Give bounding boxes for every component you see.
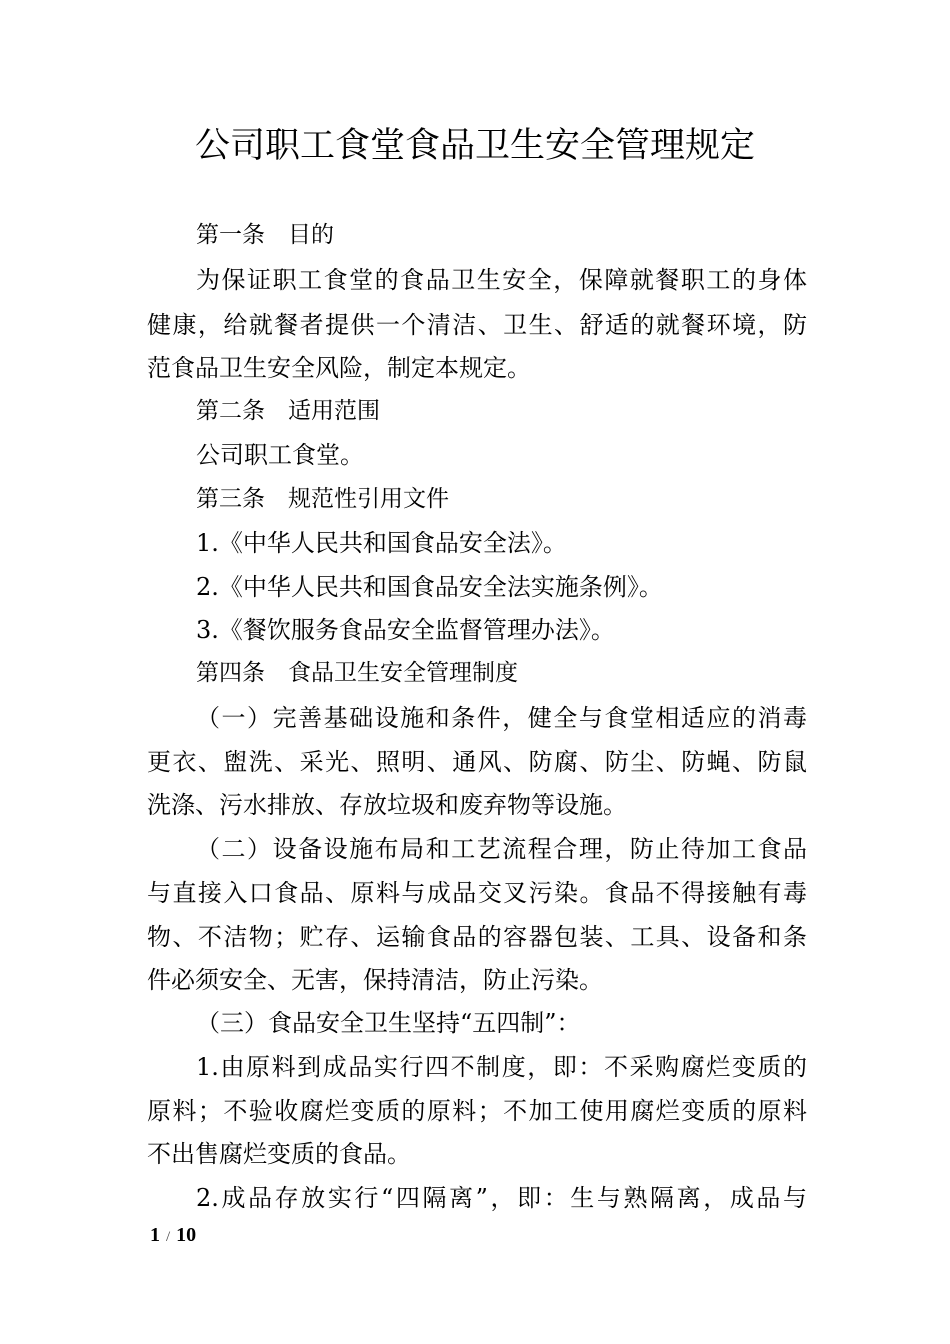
reference-item-1: 1.《中华人民共和国食品安全法》。: [196, 529, 567, 557]
para-3-line-1: （三）食品安全卫生坚持“五四制”：: [196, 1009, 581, 1037]
para-1-line-2: 更衣、盥洗、采光、照明、通风、防腐、防尘、防蝇、防鼠: [147, 748, 807, 776]
article-1-heading: 第一条 目的: [196, 222, 334, 248]
item-1-line-2: 原料；不验收腐烂变质的原料；不加工使用腐烂变质的原料: [147, 1097, 807, 1125]
article-4-heading: 第四条 食品卫生安全管理制度: [196, 660, 518, 686]
para-2-line-2: 与直接入口食品、原料与成品交叉污染。食品不得接触有毒: [147, 879, 807, 907]
reference-item-2: 2.《中华人民共和国食品安全法实施条例》。: [196, 573, 663, 601]
article-2-line-1: 公司职工食堂。: [196, 441, 364, 469]
reference-item-3: 3.《餐饮服务食品安全监督管理办法》。: [196, 616, 615, 644]
page-separator: /: [166, 1229, 171, 1245]
para-2-line-1: （二）设备设施布局和工艺流程合理，防止待加工食品: [196, 835, 807, 863]
para-2-line-4: 件必须安全、无害，保持清洁，防止污染。: [147, 966, 603, 994]
document-title: 公司职工食堂食品卫生安全管理规定: [194, 126, 755, 166]
para-1-line-3: 洗涤、污水排放、存放垃圾和废弃物等设施。: [147, 791, 627, 819]
article-1-line-1: 为保证职工食堂的食品卫生安全，保障就餐职工的身体: [196, 266, 807, 294]
item-1-line-1: 1.由原料到成品实行四不制度，即：不采购腐烂变质的: [196, 1053, 807, 1081]
article-1-line-2: 健康，给就餐者提供一个清洁、卫生、舒适的就餐环境，防: [147, 311, 807, 339]
article-1-line-3: 范食品卫生安全风险，制定本规定。: [147, 354, 531, 382]
para-2-line-3: 物、不洁物；贮存、运输食品的容器包装、工具、设备和条: [147, 923, 807, 951]
para-1-line-1: （一）完善基础设施和条件，健全与食堂相适应的消毒: [196, 704, 807, 732]
article-3-heading: 第三条 规范性引用文件: [196, 486, 449, 512]
article-2-heading: 第二条 适用范围: [196, 398, 380, 424]
item-1-line-3: 不出售腐烂变质的食品。: [147, 1140, 411, 1168]
current-page: 1: [150, 1224, 160, 1246]
total-pages: 10: [176, 1224, 197, 1246]
item-2-line-1: 2.成品存放实行“四隔离”，即：生与熟隔离，成品与: [196, 1184, 807, 1212]
page-number: [150, 1222, 196, 1250]
